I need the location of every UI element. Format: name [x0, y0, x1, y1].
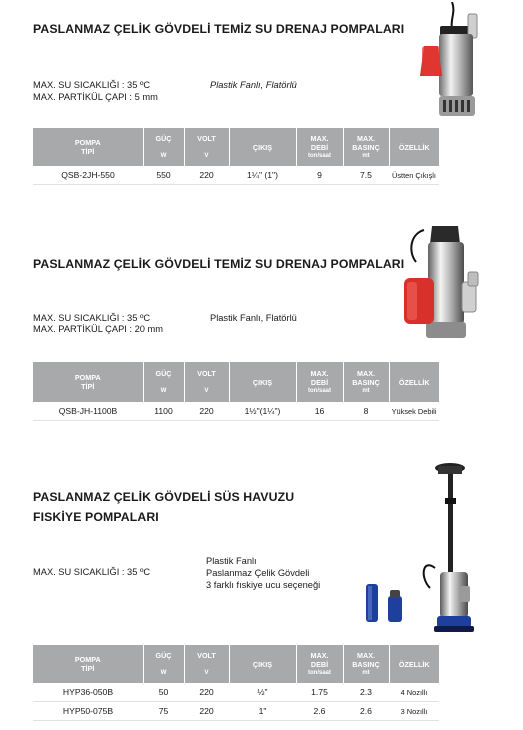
section-3-title-line2: FISKİYE POMPALARI [33, 510, 159, 524]
col-max-basinc: MAX. BASINÇ mt [343, 128, 389, 166]
col-guc: GÜÇ W [143, 645, 184, 683]
section-3-note-3: 3 farklı fıskiye ucu seçeneği [206, 580, 321, 590]
cell-power: 550 [143, 166, 184, 185]
cell-flow: 16 [296, 402, 343, 421]
col-volt: VOLT V [184, 362, 229, 402]
section-3-note-2: Paslanmaz Çelik Gövdeli [206, 568, 310, 578]
col-ozellik: ÖZELLİK [389, 128, 439, 166]
cell-power: 1100 [143, 402, 184, 421]
section-2-table [33, 362, 439, 421]
cell-outlet: 1½"(1¼") [229, 402, 296, 421]
cell-volt: 220 [184, 402, 229, 421]
col-volt: VOLT V [184, 128, 229, 166]
cell-feature: Yüksek Debili [389, 402, 439, 421]
cell-feature: 3 Nozıllı [389, 702, 439, 721]
col-pompa-tipi: POMPA TİPİ [33, 128, 143, 166]
cell-pressure: 2.3 [343, 683, 389, 702]
cell-model: HYP50-075B [33, 702, 143, 721]
cell-volt: 220 [184, 683, 229, 702]
drainage-pump-image [412, 2, 490, 120]
cell-outlet: 1" [229, 702, 296, 721]
col-pompa-tipi: POMPA TİPİ [33, 645, 143, 683]
col-pompa-tipi: POMPA TİPİ [33, 362, 143, 402]
cell-model: HYP36-050B [33, 683, 143, 702]
cell-feature: 4 Nozıllı [389, 683, 439, 702]
cell-power: 75 [143, 702, 184, 721]
cell-volt: 220 [184, 166, 229, 185]
col-max-basinc: MAX. BASINÇ mt [343, 645, 389, 683]
cell-outlet: ½" [229, 683, 296, 702]
cell-flow: 2.6 [296, 702, 343, 721]
section-3-title: PASLANMAZ ÇELİK GÖVDELİ SÜS HAVUZU [33, 490, 295, 504]
cell-power: 50 [143, 683, 184, 702]
col-guc: GÜÇ W [143, 362, 184, 402]
section-3-table [33, 645, 439, 721]
cell-flow: 1.75 [296, 683, 343, 702]
col-ozellik: ÖZELLİK [389, 362, 439, 402]
col-max-debi: MAX. DEBİ ton/saat [296, 362, 343, 402]
col-cikis: ÇIKIŞ [229, 645, 296, 683]
cell-model: QSB-JH-1100B [33, 402, 143, 421]
section-2-title: PASLANMAZ ÇELİK GÖVDELİ TEMİZ SU DRENAJ POMPALARI [33, 257, 405, 271]
cell-volt: 220 [184, 702, 229, 721]
cell-pressure: 7.5 [343, 166, 389, 185]
table-row [33, 166, 439, 185]
cell-feature: Üstten Çıkışlı [389, 166, 439, 185]
cell-flow: 9 [296, 166, 343, 185]
col-volt: VOLT V [184, 645, 229, 683]
section-2-spec-particle: MAX. PARTİKÜL ÇAPI : 20 mm [33, 324, 164, 334]
section-1-title: PASLANMAZ ÇELİK GÖVDELİ TEMİZ SU DRENAJ POMPALARI [33, 22, 405, 36]
section-1-spec-particle: MAX. PARTİKÜL ÇAPI : 5 mm [33, 92, 158, 102]
col-cikis: ÇIKIŞ [229, 128, 296, 166]
col-max-basinc: MAX. BASINÇ mt [343, 362, 389, 402]
fountain-pump-image [360, 458, 480, 634]
section-1-table [33, 128, 439, 185]
cell-model: QSB-2JH-550 [33, 166, 143, 185]
col-ozellik: ÖZELLİK [389, 645, 439, 683]
table-row [33, 702, 439, 721]
section-1-note: Plastik Fanlı, Flatörlü [210, 80, 297, 90]
section-2-spec-temp: MAX. SU SICAKLIĞI : 35 ºC [33, 313, 151, 323]
col-max-debi: MAX. DEBİ ton/saat [296, 645, 343, 683]
drainage-pump-image [402, 222, 494, 348]
cell-outlet: 1¼" (1") [229, 166, 296, 185]
cell-pressure: 8 [343, 402, 389, 421]
section-1-spec-temp: MAX. SU SICAKLIĞI : 35 ºC [33, 80, 151, 90]
table-row [33, 683, 439, 702]
section-2-note: Plastik Fanlı, Flatörlü [210, 313, 297, 323]
col-guc: GÜÇ W [143, 128, 184, 166]
section-3-note-1: Plastik Fanlı [206, 556, 257, 566]
table-row [33, 402, 439, 421]
cell-pressure: 2.6 [343, 702, 389, 721]
section-3-spec-temp: MAX. SU SICAKLIĞI : 35 ºC [33, 567, 151, 577]
col-cikis: ÇIKIŞ [229, 362, 296, 402]
col-max-debi: MAX. DEBİ ton/saat [296, 128, 343, 166]
